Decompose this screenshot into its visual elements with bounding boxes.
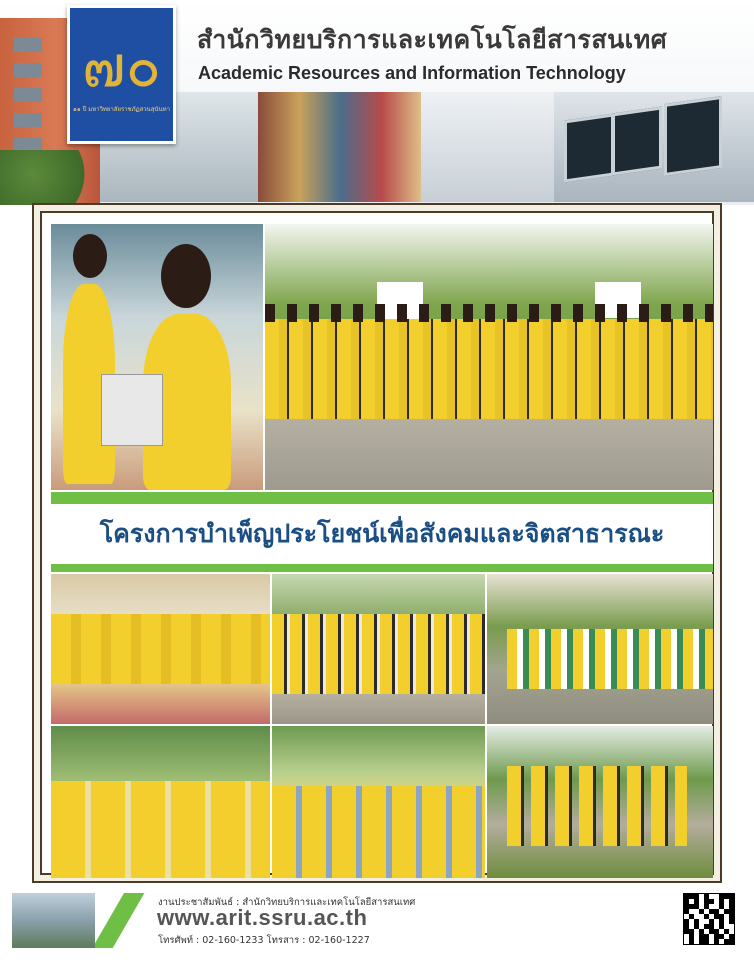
crowd (272, 786, 485, 878)
exhibition-photo (421, 92, 556, 202)
university-logo (67, 5, 176, 144)
org-name-english: Academic Resources and Information Technology (198, 63, 626, 83)
building-window (14, 113, 42, 127)
contact-info: โทรศัพท์ : 02-160-1233 โทรสาร : 02-160-1227 (158, 935, 370, 946)
org-name-thai: สำนักวิทยบริการและเทคโนโลยีสารสนเทศ (197, 25, 668, 54)
logo-caption: ๑๑ ปี มหาวิทยาลัยราชภัฏสวนสุนันทา (73, 105, 170, 113)
building-window (14, 88, 42, 102)
activity-photo-1 (51, 574, 270, 724)
crowd (507, 629, 713, 689)
project-title: โครงการบำเพ็ญประโยชน์เพื่อสังคมและจิตสาธารณะ (99, 519, 665, 548)
crowd (272, 614, 485, 694)
header-banner (0, 0, 754, 205)
staff-photo (51, 224, 263, 490)
person-head (73, 234, 107, 278)
activity-photo-5 (272, 726, 485, 878)
building-window (14, 38, 42, 52)
green-accent-shape (95, 893, 145, 948)
person-head (161, 244, 211, 308)
bookshelf-photo (258, 92, 423, 202)
monitor-icon (612, 106, 662, 175)
group-photo (265, 224, 713, 490)
green-band-top (51, 492, 713, 504)
qr-code-icon[interactable] (683, 893, 735, 945)
book-icon (101, 374, 163, 446)
green-band-bottom (51, 564, 713, 572)
poster-inner (40, 211, 714, 875)
crowd (507, 766, 687, 846)
activity-photo-3 (487, 574, 713, 724)
monitors-photo (554, 92, 754, 202)
pr-label: งานประชาสัมพันธ์ : สำนักวิทยบริการและเทคโนโลยีสารสนเทศ (158, 897, 416, 908)
qr-module (729, 939, 734, 944)
activity-photo-2 (272, 574, 485, 724)
monitor-icon (564, 113, 614, 182)
seal-emblem-icon: ๗๐ (81, 31, 161, 100)
crowd-heads (265, 304, 713, 322)
activity-photo-4 (51, 726, 270, 878)
monitor-icon (664, 96, 722, 176)
title-box (51, 504, 713, 564)
crowd (51, 781, 270, 878)
activity-photo-6 (487, 726, 713, 878)
crowd (51, 614, 270, 684)
building-window (14, 63, 42, 77)
poster-frame (32, 203, 722, 883)
crowd (265, 319, 713, 419)
website-link[interactable]: www.arit.ssru.ac.th (157, 905, 368, 930)
trees-photo (0, 150, 110, 205)
